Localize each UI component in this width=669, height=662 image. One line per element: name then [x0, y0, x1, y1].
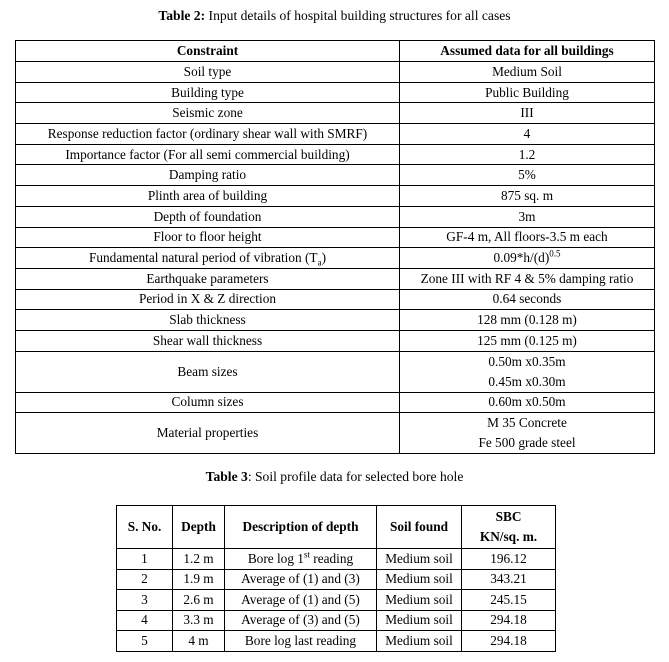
sbc-cell: 245.15: [462, 590, 556, 611]
sno-cell: 5: [117, 631, 173, 652]
table-row: [16, 248, 655, 269]
constraint-cell: Floor to floor height: [16, 227, 400, 248]
soil-profile-table: [116, 505, 556, 652]
constraint-cell: Slab thickness: [16, 310, 400, 331]
value-cell: Public Building: [400, 82, 655, 103]
constraint-cell: Earthquake parameters: [16, 268, 400, 289]
value-cell: [400, 413, 655, 454]
beam-size-2: 0.45m x0.30m: [488, 373, 566, 389]
description-cell: Average of (1) and (3): [225, 569, 377, 590]
constraint-cell: Response reduction factor (ordinary shear wall with SMRF): [16, 124, 400, 145]
description-cell: Average of (3) and (5): [225, 610, 377, 631]
sbc-cell: 294.18: [462, 610, 556, 631]
input-details-table: [15, 40, 655, 454]
value-cell: III: [400, 103, 655, 124]
description-cell: Average of (1) and (5): [225, 590, 377, 611]
table-row: [16, 413, 655, 454]
header-sbc: [462, 506, 556, 549]
depth-cell: 3.3 m: [173, 610, 225, 631]
soil-cell: Medium soil: [377, 610, 462, 631]
value-cell: 1.2: [400, 144, 655, 165]
header-depth: Depth: [173, 506, 225, 549]
table-row: [16, 62, 655, 83]
description-cell: [225, 549, 377, 570]
depth-cell: 1.9 m: [173, 569, 225, 590]
constraint-cell: Depth of foundation: [16, 206, 400, 227]
value-cell: 5%: [400, 165, 655, 186]
value-cell: 0.64 seconds: [400, 289, 655, 310]
sno-cell: 2: [117, 569, 173, 590]
table-row: [16, 289, 655, 310]
value-cell: [400, 351, 655, 392]
table-row: [16, 165, 655, 186]
table3-caption: [0, 469, 669, 485]
sbc-cell: 196.12: [462, 549, 556, 570]
table-row: [16, 144, 655, 165]
fundamental-period-formula: 0.09*h/(d): [493, 250, 550, 266]
depth-cell: 4 m: [173, 631, 225, 652]
constraint-cell: Beam sizes: [16, 351, 400, 392]
table-row: [16, 392, 655, 413]
material-steel: Fe 500 grade steel: [478, 435, 576, 451]
table-row: [16, 227, 655, 248]
fundamental-period-label: Fundamental natural period of vibration (T: [88, 250, 318, 266]
soil-cell: Medium soil: [377, 549, 462, 570]
value-cell: GF-4 m, All floors-3.5 m each: [400, 227, 655, 248]
constraint-cell: Importance factor (For all semi commercial building): [16, 144, 400, 165]
header-soil-found: Soil found: [377, 506, 462, 549]
constraint-cell: Column sizes: [16, 392, 400, 413]
closing-paren: ): [321, 250, 326, 266]
value-cell: Zone III with RF 4 & 5% damping ratio: [400, 268, 655, 289]
soil-cell: Medium soil: [377, 631, 462, 652]
constraint-cell: Material properties: [16, 413, 400, 454]
sbc-unit: KN/sq. m.: [479, 529, 538, 544]
value-cell: 125 mm (0.125 m): [400, 330, 655, 351]
soil-cell: Medium soil: [377, 569, 462, 590]
table2-header-row: [16, 41, 655, 62]
table-row: [16, 310, 655, 331]
superscript: 0.5: [549, 248, 561, 259]
table-row: [16, 351, 655, 392]
header-sno: S. No.: [117, 506, 173, 549]
constraint-cell: Shear wall thickness: [16, 330, 400, 351]
value-cell: [400, 248, 655, 269]
table-row: [117, 569, 556, 590]
table-row: [16, 206, 655, 227]
table-row: [16, 330, 655, 351]
material-concrete: M 35 Concrete: [487, 415, 567, 431]
description-suffix: reading: [309, 550, 354, 566]
table2-caption-label: Table 2:: [158, 8, 206, 23]
value-cell: 3m: [400, 206, 655, 227]
sno-cell: 1: [117, 549, 173, 570]
table-row: [117, 631, 556, 652]
value-cell: 128 mm (0.128 m): [400, 310, 655, 331]
table3-caption-text: : Soil profile data for selected bore hole: [247, 469, 464, 484]
table2-caption: [0, 8, 669, 24]
header-assumed-data: Assumed data for all buildings: [400, 41, 655, 62]
table-row: [16, 103, 655, 124]
value-cell: 875 sq. m: [400, 186, 655, 207]
sbc-label: SBC: [495, 509, 522, 524]
constraint-cell: Soil type: [16, 62, 400, 83]
value-cell: 0.60m x0.50m: [400, 392, 655, 413]
table3-caption-label: Table 3: [205, 469, 248, 484]
description-text: Bore log 1: [247, 550, 304, 566]
table-row: [117, 590, 556, 611]
depth-cell: 1.2 m: [173, 549, 225, 570]
table-row: [117, 549, 556, 570]
header-constraint: Constraint: [16, 41, 400, 62]
table-row: [16, 124, 655, 145]
superscript: st: [303, 549, 310, 560]
constraint-cell: Seismic zone: [16, 103, 400, 124]
sbc-cell: 294.18: [462, 631, 556, 652]
sbc-cell: 343.21: [462, 569, 556, 590]
soil-cell: Medium soil: [377, 590, 462, 611]
value-cell: 4: [400, 124, 655, 145]
depth-cell: 2.6 m: [173, 590, 225, 611]
value-cell: Medium Soil: [400, 62, 655, 83]
beam-size-1: 0.50m x0.35m: [488, 353, 566, 369]
sno-cell: 4: [117, 610, 173, 631]
table3-header-row: [117, 506, 556, 549]
table2-caption-text: Input details of hospital building structures for all cases: [205, 8, 511, 23]
table-row: [117, 610, 556, 631]
constraint-cell: Building type: [16, 82, 400, 103]
table-row: [16, 186, 655, 207]
table-row: [16, 82, 655, 103]
constraint-cell: Damping ratio: [16, 165, 400, 186]
description-cell: Bore log last reading: [225, 631, 377, 652]
constraint-cell: Period in X & Z direction: [16, 289, 400, 310]
header-description: Description of depth: [225, 506, 377, 549]
constraint-cell: Plinth area of building: [16, 186, 400, 207]
sno-cell: 3: [117, 590, 173, 611]
constraint-cell: [16, 248, 400, 269]
table-row: [16, 268, 655, 289]
subscript: a: [317, 257, 322, 268]
